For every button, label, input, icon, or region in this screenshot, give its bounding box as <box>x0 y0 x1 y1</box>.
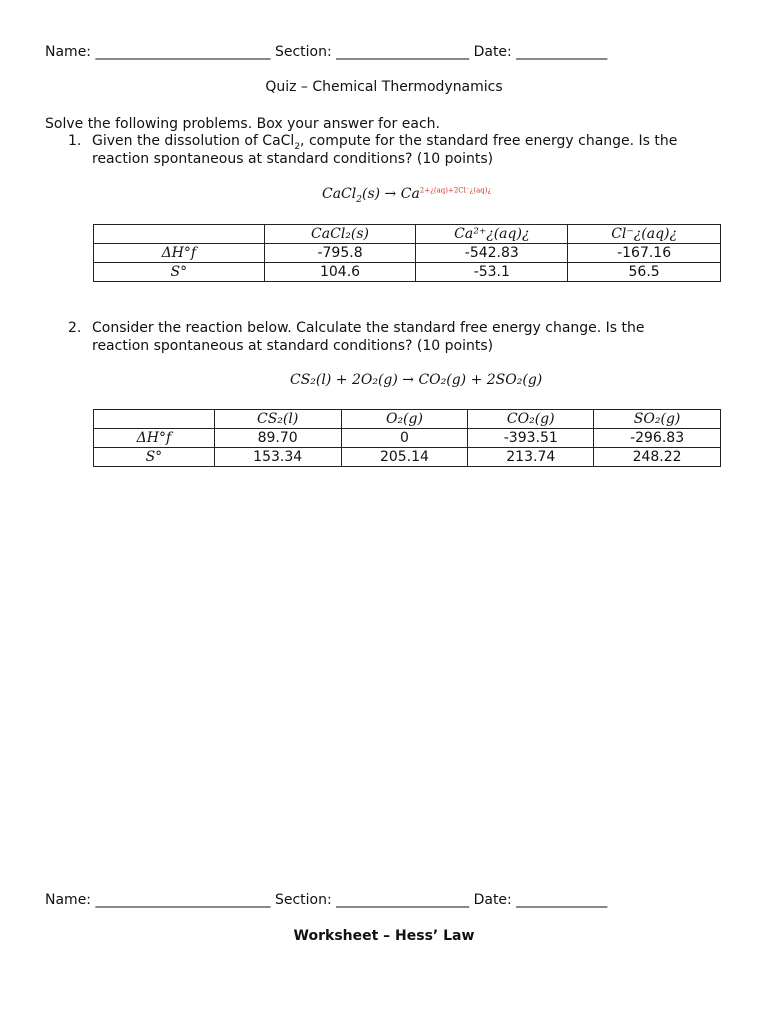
table-row <box>94 263 721 282</box>
table-cell: 153.34 <box>214 448 341 467</box>
table-cell: 205.14 <box>341 448 468 467</box>
table-cell: -296.83 <box>594 429 721 448</box>
table-cell: 248.22 <box>594 448 721 467</box>
table-header: CaCl₂(s) <box>264 225 416 244</box>
table-cell: -542.83 <box>416 244 568 263</box>
name-label: Name: <box>45 892 92 908</box>
header-line-2 <box>45 892 607 908</box>
table-corner <box>94 225 265 244</box>
table-header: CO₂(g) <box>468 410 594 429</box>
date-field[interactable]: _____________ <box>516 44 608 60</box>
date-label: Date: <box>473 892 512 908</box>
problem1-number: 1. <box>68 133 82 149</box>
table-row <box>94 244 721 263</box>
worksheet-title: Worksheet – Hess’ Law <box>293 928 475 944</box>
row-label: S° <box>94 263 265 282</box>
name-label: Name: <box>45 44 92 60</box>
table-row <box>94 448 721 467</box>
section-label: Section: <box>274 44 332 60</box>
table-cell: 104.6 <box>264 263 416 282</box>
table-cell: -795.8 <box>264 244 416 263</box>
section-field[interactable]: ___________________ <box>336 44 470 60</box>
table-header: CS₂(l) <box>214 410 341 429</box>
date-label: Date: <box>473 44 512 60</box>
table-cell: 0 <box>341 429 468 448</box>
problem2-number: 2. <box>68 320 82 336</box>
row-label: ΔH°f <box>94 244 265 263</box>
row-label: ΔH°f <box>94 429 215 448</box>
table-cell: -393.51 <box>468 429 594 448</box>
problem1-text: Given the dissolution of CaCl$_2$, compute for the standard free energy change. Is the reaction spontaneous at standard conditions? (10 points) <box>92 133 678 167</box>
table-row <box>94 429 721 448</box>
table-cell: 56.5 <box>568 263 721 282</box>
instructions: Solve the following problems. Box your answer for each. <box>45 116 440 132</box>
section-label: Section: <box>274 892 332 908</box>
table-header: Ca²⁺¿(aq)¿ <box>416 225 568 244</box>
row-label: S° <box>94 448 215 467</box>
problem2-equation: CS₂(l) + 2O₂(g) → CO₂(g) + 2SO₂(g) <box>290 372 543 388</box>
date-field[interactable]: _____________ <box>516 892 608 908</box>
table-header: SO₂(g) <box>594 410 721 429</box>
table-cell: -167.16 <box>568 244 721 263</box>
table-corner <box>94 410 215 429</box>
table-header: O₂(g) <box>341 410 468 429</box>
problem2-text: Consider the reaction below. Calculate the standard free energy change. Is the reaction spontaneous at standard conditions? (10 points) <box>92 320 645 354</box>
table-header-row <box>94 410 721 429</box>
table-cell: 213.74 <box>468 448 594 467</box>
table-header: Cl⁻¿(aq)¿ <box>568 225 721 244</box>
name-field[interactable]: _________________________ <box>95 44 271 60</box>
quiz-title: Quiz – Chemical Thermodynamics <box>265 79 503 95</box>
problem2-table <box>93 409 721 467</box>
header-line <box>45 44 607 60</box>
table-header-row <box>94 225 721 244</box>
section-field[interactable]: ___________________ <box>336 892 470 908</box>
table-cell: -53.1 <box>416 263 568 282</box>
problem1-table <box>93 224 721 282</box>
table-cell: 89.70 <box>214 429 341 448</box>
name-field[interactable]: _________________________ <box>95 892 271 908</box>
problem1-equation: CaCl$_2$(s) → $Ca^{2+¿(aq)+2Cl^-¿(aq)¿}$ <box>322 186 492 205</box>
